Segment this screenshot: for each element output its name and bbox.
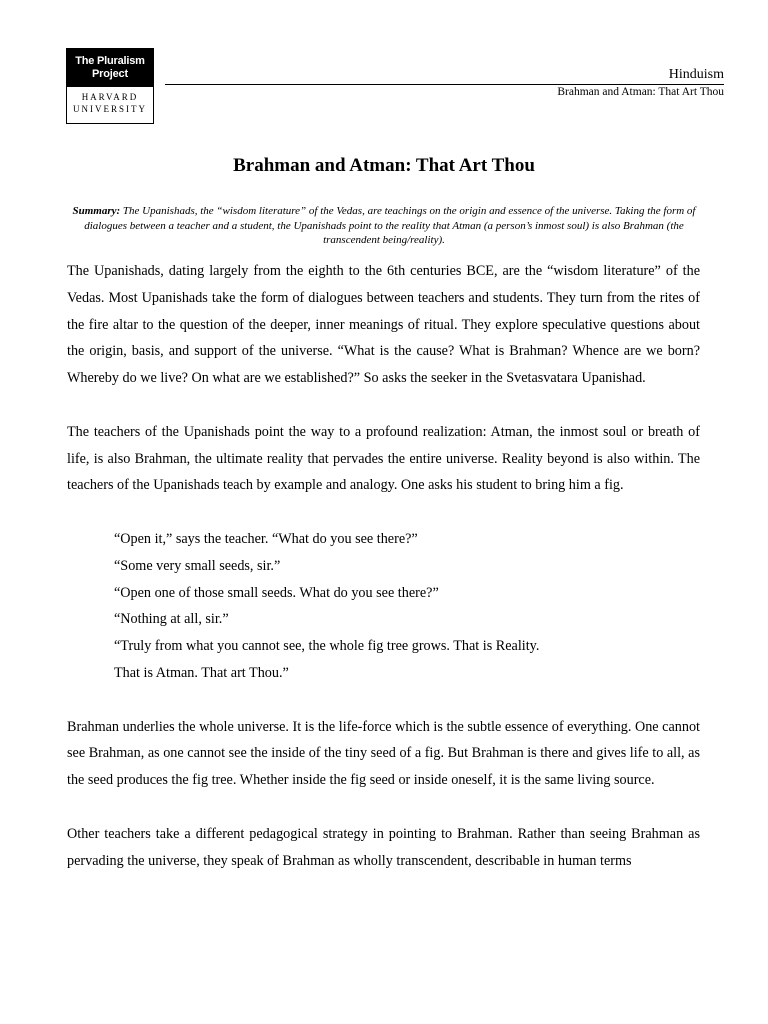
summary-text: The Upanishads, the “wisdom literature” of the Vedas, are teachings on the origin and essence of the universe. Taking the form of dialogues between a teacher and a student, the Upanishads point to the reality that Atman (a person’s inmost soul) is also Brahman (the transcendent being/reality). bbox=[84, 205, 696, 246]
paragraph-2: The teachers of the Upanishads point the way to a profound realization: Atman, the inmost soul or breath of life, is also Brahman, the ultimate reality that pervades the entire universe. Reality beyond is also within. The teachers of the Upanishads teach by example and analogy. One asks his student to bring him a fig. bbox=[67, 423, 700, 494]
paragraph-3: Brahman underlies the whole universe. It is the life-force which is the subtle essence of everything. One cannot see Brahman, as one cannot see the inside of the tiny seed of a fig. But Brahman is there and gives life to all, as the seed produces the fig tree. Whether inside the fig seed or inside oneself, it is the same living source. bbox=[67, 718, 700, 789]
header-subtitle: Brahman and Atman: That Art Thou bbox=[557, 86, 724, 98]
header-rule bbox=[165, 84, 724, 85]
logo-dark-band bbox=[67, 49, 153, 87]
logo-line-1: The Pluralism bbox=[75, 55, 145, 67]
pluralism-project-logo bbox=[66, 48, 154, 124]
dialogue-line: “Some very small seeds, sir.” bbox=[114, 557, 281, 574]
dialogue-line: “Open one of those small seeds. What do you see there?” bbox=[114, 584, 439, 601]
header-category: Hinduism bbox=[668, 67, 724, 82]
logo-line-4: UNIVERSITY bbox=[73, 104, 147, 114]
dialogue-line: That is Atman. That art Thou.” bbox=[114, 664, 289, 681]
logo-university-band bbox=[67, 87, 153, 115]
fig-dialogue bbox=[67, 526, 700, 687]
logo-line-3: HARVARD bbox=[81, 92, 139, 102]
article-body bbox=[67, 258, 700, 901]
page-title: Brahman and Atman: That Art Thou bbox=[233, 155, 535, 176]
summary-label: Summary: bbox=[72, 205, 121, 217]
paragraph-4: Other teachers take a different pedagogical strategy in pointing to Brahman. Rather than seeing Brahman as pervading the universe, they speak of Brahman as wholly transcendent, describable in human terms bbox=[67, 825, 700, 869]
logo-line-2: Project bbox=[92, 68, 128, 80]
dialogue-line: “Open it,” says the teacher. “What do you see there?” bbox=[114, 530, 418, 547]
dialogue-line: “Truly from what you cannot see, the whole fig tree grows. That is Reality. bbox=[114, 638, 540, 655]
summary-block bbox=[70, 204, 698, 248]
paragraph-1: The Upanishads, dating largely from the eighth to the 6th centuries BCE, are the “wisdom literature” of the Vedas. Most Upanishads take the form of dialogues between teachers and students. They turn from the rites of the fire altar to the question of the deeper, inner meanings of ritual. They explore speculative questions about the origin, basis, and support of the universe. “What is the cause? What is Brahman? Whence are we born? Whereby do we live? On what are we established?” So asks the seeker in the Svetasvatara Upanishad. bbox=[67, 263, 700, 387]
dialogue-line: “Nothing at all, sir.” bbox=[114, 611, 229, 628]
